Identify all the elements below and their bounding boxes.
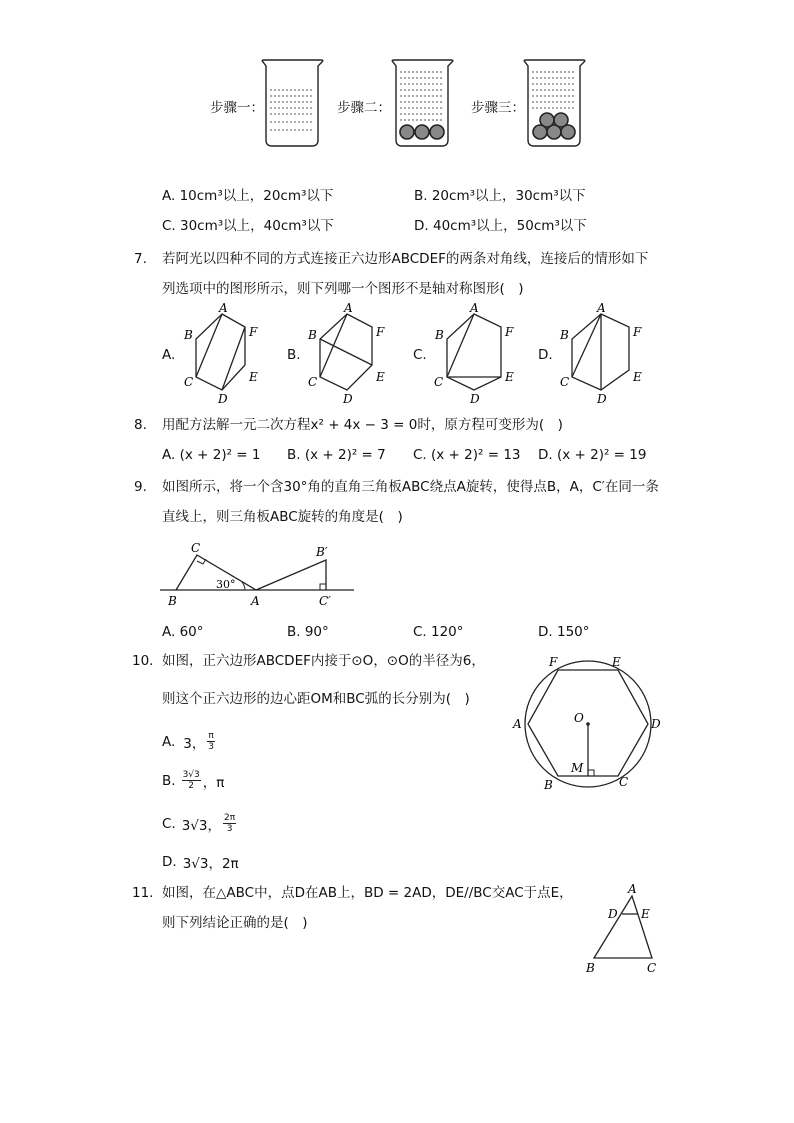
q7a-vertex-e: E: [249, 370, 258, 384]
q7-option-c-label: C.: [413, 347, 427, 363]
q10-option-c-num: 2π: [224, 813, 236, 823]
q7b-vertex-c: C: [308, 375, 318, 389]
q7c-vertex-c: C: [434, 375, 444, 389]
q11-label-d: D: [608, 907, 618, 921]
q7-hexagon-a: [176, 302, 276, 408]
q11-stem-line2: 则下列结论正确的是( ): [162, 915, 308, 931]
q7d-vertex-d: D: [597, 392, 607, 406]
q10-option-c-value: 3√3，: [181, 817, 221, 834]
q9-angle-label: 30°: [216, 578, 236, 591]
q10-label-f: F: [549, 655, 558, 669]
q9-label-a: A: [251, 594, 260, 608]
q10-label-b: B: [544, 778, 553, 792]
q7-hexagon-c: [427, 302, 527, 408]
q10-option-d-value: 3√3，2π: [182, 856, 239, 872]
q10-option-c-den: 3: [226, 824, 233, 834]
q11-figure: [580, 882, 670, 976]
q7-option-a-label: A.: [162, 347, 176, 363]
q9-number: 9.: [134, 479, 147, 495]
q7a-vertex-c: C: [184, 375, 194, 389]
q7a-vertex-a: A: [219, 302, 228, 315]
q7b-vertex-f: F: [376, 325, 385, 339]
q7b-vertex-e: E: [376, 370, 385, 384]
q9-option-c: C. 120°: [413, 624, 464, 640]
q7-number: 7.: [134, 251, 147, 267]
q10-option-a-letter: A.: [162, 733, 176, 750]
q7a-vertex-d: D: [218, 392, 228, 406]
q7b-vertex-a: A: [344, 302, 353, 315]
q11-stem-line1: 如图，在△ABC中，点D在AB上，BD = 2AD，DE//BC交AC于点E，: [162, 885, 573, 901]
q10-option-b: [162, 770, 224, 791]
q10-option-b-fraction: [182, 770, 201, 791]
q10-number: 10.: [132, 653, 154, 669]
q9-figure: [156, 538, 362, 610]
q10-option-b-letter: B.: [162, 772, 176, 789]
q10-figure: [508, 652, 668, 794]
beakers-figure: [255, 56, 595, 156]
q7c-vertex-f: F: [505, 325, 514, 339]
q7d-vertex-b: B: [560, 328, 569, 342]
q7d-vertex-e: E: [633, 370, 642, 384]
q10-label-a: A: [513, 717, 522, 731]
q10-label-d: D: [651, 717, 661, 731]
q7c-vertex-a: A: [470, 302, 479, 315]
q10-option-c-letter: C.: [162, 815, 176, 832]
q11-label-a: A: [628, 882, 637, 896]
q10-label-m: M: [571, 761, 584, 775]
q10-option-b-num: 3√3: [182, 770, 200, 780]
q6-option-d: D. 40cm³以上，50cm³以下: [414, 218, 587, 234]
q7c-vertex-b: B: [435, 328, 444, 342]
q10-label-o: O: [574, 711, 584, 725]
q10-option-a-num: π: [208, 731, 214, 741]
q10-option-b-value: ，π: [202, 774, 225, 791]
q10-option-d: [162, 852, 239, 872]
beaker-2-scale: [400, 72, 443, 120]
q8-option-b: B. (x + 2)² = 7: [287, 447, 386, 463]
beaker-1: [262, 60, 323, 146]
q7c-vertex-e: E: [505, 370, 514, 384]
q7c-vertex-d: D: [470, 392, 480, 406]
q10-option-c-fraction: [223, 813, 236, 834]
q10-option-a-value: 3，: [183, 735, 206, 752]
q7a-vertex-f: F: [249, 325, 258, 339]
q10-option-b-den: 2: [188, 781, 195, 791]
q9-label-c: C: [191, 541, 201, 555]
q10-option-a-fraction: [207, 731, 214, 752]
q7-hexagon-b: [300, 302, 400, 408]
q9-option-b: B. 90°: [287, 624, 329, 640]
q10-option-c: [162, 813, 236, 834]
q7-stem-line1: 若阿光以四种不同的方式连接正六边形ABCDEF的两条对角线，连接后的情形如下: [162, 251, 649, 267]
q9-label-b: B: [168, 594, 177, 608]
q8-option-c: C. (x + 2)² = 13: [413, 447, 521, 463]
q10-option-a: [162, 731, 215, 752]
q10-stem-line1: 如图，正六边形ABCDEF内接于⊙O，⊙O的半径为6，: [162, 653, 485, 669]
q7d-vertex-f: F: [633, 325, 642, 339]
q8-stem: 用配方法解一元二次方程x² + 4x − 3 = 0时，原方程可变形为( ): [162, 417, 563, 433]
q8-option-d: D. (x + 2)² = 19: [538, 447, 647, 463]
q9-option-a: A. 60°: [162, 624, 204, 640]
beaker-3-scale: [532, 72, 575, 108]
q7-stem-line2: 列选项中的图形所示，则下列哪一个图形不是轴对称图形( ): [162, 281, 524, 297]
q6-option-a: A. 10cm³以上，20cm³以下: [162, 188, 334, 204]
q10-option-d-letter: D.: [162, 854, 177, 870]
q9-stem-line1: 如图所示，将一个含30°角的直角三角板ABC绕点A旋转，使得点B，A，C′在同一条: [162, 479, 659, 495]
q10-label-e: E: [612, 655, 621, 669]
q9-label-b-prime: B′: [316, 545, 328, 559]
q11-label-e: E: [641, 907, 650, 921]
q6-option-c: C. 30cm³以上，40cm³以下: [162, 218, 334, 234]
q6-option-b: B. 20cm³以上，30cm³以下: [414, 188, 586, 204]
q11-number: 11.: [132, 885, 154, 901]
q10-stem-line2: 则这个正六边形的边心距OM和BC弧的长分别为( ): [162, 691, 470, 707]
q7b-vertex-d: D: [343, 392, 353, 406]
beaker-2-balls: [400, 125, 444, 139]
q7a-vertex-b: B: [184, 328, 193, 342]
q7-option-d-label: D.: [538, 347, 553, 363]
q8-number: 8.: [134, 417, 147, 433]
q7-option-b-label: B.: [287, 347, 301, 363]
beaker-step1-label: 步骤一：: [210, 100, 264, 116]
q11-label-b: B: [586, 961, 595, 975]
q9-stem-line2: 直线上，则三角板ABC旋转的角度是( ): [162, 509, 403, 525]
beaker-1-scale: [270, 90, 313, 130]
q7b-vertex-b: B: [308, 328, 317, 342]
q7d-vertex-a: A: [597, 302, 606, 315]
q11-label-c: C: [647, 961, 657, 975]
q10-option-a-den: 3: [208, 742, 214, 752]
q9-option-d: D. 150°: [538, 624, 590, 640]
q10-label-c: C: [619, 775, 629, 789]
q7-hexagon-d: [552, 302, 652, 408]
beaker-step2-label: 步骤二：: [337, 100, 391, 116]
q9-label-c-prime: C′: [319, 594, 331, 608]
q7d-vertex-c: C: [560, 375, 570, 389]
beaker-3-balls: [533, 113, 575, 139]
beaker-step3-label: 步骤三：: [471, 100, 525, 116]
q8-option-a: A. (x + 2)² = 1: [162, 447, 261, 463]
